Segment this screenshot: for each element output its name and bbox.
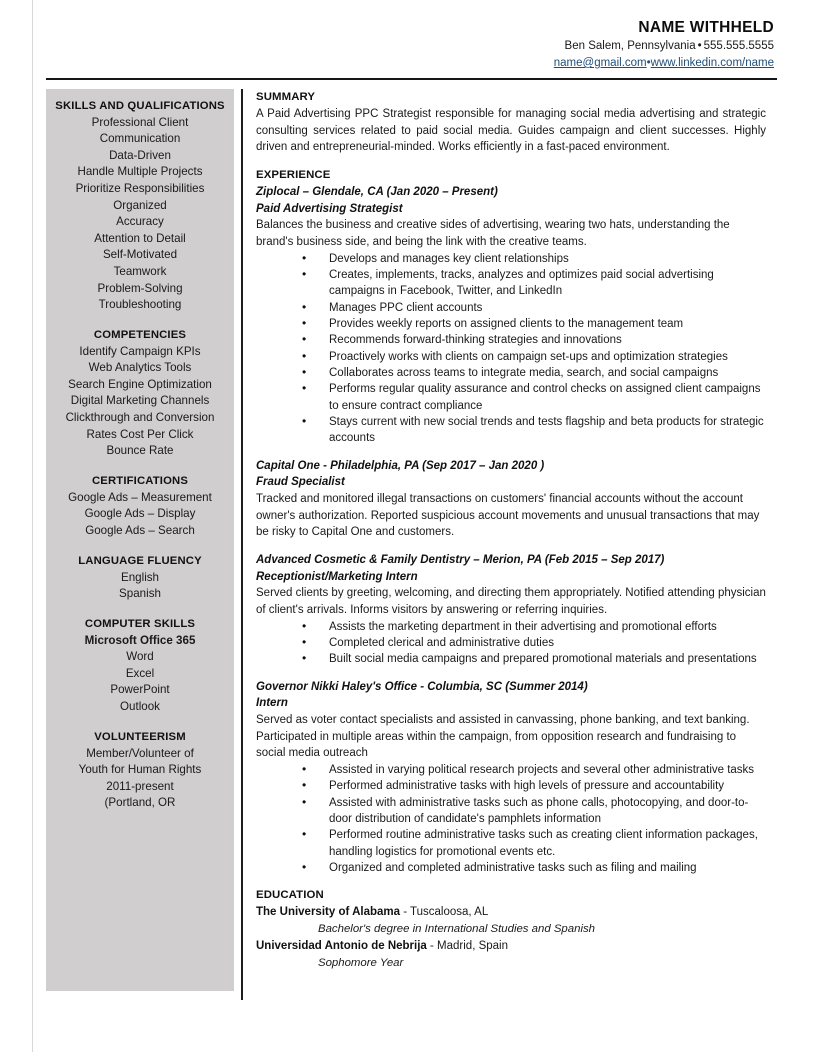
job-bullet: • Built social media campaigns and prepared promotional materials and presentations bbox=[302, 651, 766, 667]
sidebar-item: Outlook bbox=[120, 700, 160, 714]
resume-header bbox=[33, 0, 780, 72]
email-link[interactable]: name@gmail.com bbox=[553, 57, 647, 70]
job-bullet: • Provides weekly reports on assigned clients to the management team bbox=[302, 316, 766, 332]
education-entry bbox=[256, 938, 766, 955]
bullet-separator-icon-2: • bbox=[646, 57, 651, 70]
education-degree: Sophomore Year bbox=[318, 956, 404, 969]
sidebar-item: (Portland, OR bbox=[104, 796, 176, 810]
sidebar-item: Communication bbox=[99, 132, 181, 146]
education-school: Universidad Antonio de Nebrija bbox=[256, 939, 427, 952]
sidebar-heading-competencies: COMPETENCIES bbox=[93, 328, 187, 341]
education-location: - Madrid, Spain bbox=[426, 939, 509, 952]
sidebar-item: Professional Client bbox=[91, 115, 189, 129]
sidebar-item: Spanish bbox=[119, 587, 161, 601]
header-divider-rule bbox=[46, 78, 777, 80]
job-bullet: • Performs regular quality assurance and control checks on assigned client campaigns to ensure contract compliance bbox=[302, 381, 766, 414]
sidebar-spacer bbox=[52, 716, 228, 729]
section-heading-summary: SUMMARY bbox=[256, 90, 316, 103]
job-bullet: • Manages PPC client accounts bbox=[302, 300, 766, 316]
sidebar-item: Youth for Human Rights bbox=[78, 763, 202, 777]
job-bullet: • Assists the marketing department in their advertising and promotional efforts bbox=[302, 619, 766, 635]
sidebar-item: Attention to Detail bbox=[94, 231, 186, 245]
education-school: The University of Alabama bbox=[256, 906, 401, 919]
column-divider bbox=[241, 89, 243, 1000]
sidebar-item: Organized bbox=[113, 198, 167, 212]
job-bullet: • Collaborates across teams to integrate media, search, and social campaigns bbox=[302, 365, 766, 381]
contact-phone: 555.555.5555 bbox=[703, 40, 774, 53]
sidebar-heading-certifications: CERTIFICATIONS bbox=[91, 474, 189, 487]
sidebar-item: 2011-present bbox=[106, 779, 174, 793]
sidebar-heading-language: LANGUAGE FLUENCY bbox=[78, 554, 202, 567]
contact-location: Ben Salem, Pennsylvania bbox=[564, 40, 696, 53]
page-title: NAME WITHHELD bbox=[638, 19, 774, 36]
job-title: Receptionist/Marketing Intern bbox=[256, 570, 418, 583]
sidebar-item: Teamwork bbox=[113, 264, 167, 278]
summary-text: A Paid Advertising PPC Strategist responsible for managing social media advertising and strategic consulting services related to paid social media. Guides campaign and client successes. Highly driven and entrepreneurial-minded. Works efficiently in a fast-paced environment. bbox=[256, 107, 766, 154]
spacer bbox=[256, 876, 766, 887]
sidebar-item: Clickthrough and Conversion bbox=[65, 411, 215, 425]
job-organization: Advanced Cosmetic & Family Dentistry – Merion, PA (Feb 2015 – Sep 2017) bbox=[256, 553, 665, 566]
education-location: - Tuscaloosa, AL bbox=[400, 906, 489, 919]
job-bullet: • Organized and completed administrative tasks such as filing and mailing bbox=[302, 860, 766, 876]
sidebar-subheading-office: Microsoft Office 365 bbox=[84, 633, 196, 647]
sidebar-item: Member/Volunteer of bbox=[86, 746, 194, 760]
sidebar-item: Bounce Rate bbox=[106, 444, 174, 458]
education-degree: Bachelor's degree in International Studies and Spanish bbox=[318, 923, 596, 936]
sidebar-item: English bbox=[120, 570, 160, 584]
sidebar-item: Word bbox=[126, 650, 154, 664]
sidebar-item: PowerPoint bbox=[110, 683, 170, 697]
sidebar-heading-computer-skills: COMPUTER SKILLS bbox=[84, 617, 196, 630]
sidebar-item: Troubleshooting bbox=[98, 298, 182, 312]
sidebar bbox=[46, 89, 234, 991]
contact-links-line bbox=[33, 55, 774, 72]
job-organization: Capital One - Philadelphia, PA (Sep 2017 – Jan 2020 ) bbox=[256, 459, 545, 472]
section-heading-experience: EXPERIENCE bbox=[256, 168, 331, 181]
sidebar-item: Excel bbox=[125, 666, 155, 680]
job-bullet-list bbox=[256, 762, 766, 876]
resume-body bbox=[33, 89, 780, 994]
sidebar-item: Digital Marketing Channels bbox=[70, 394, 210, 408]
job-title: Fraud Specialist bbox=[256, 476, 345, 489]
spacer bbox=[256, 156, 766, 167]
sidebar-heading-skills: SKILLS AND QUALIFICATIONS bbox=[55, 99, 225, 112]
sidebar-item: Problem-Solving bbox=[97, 281, 183, 295]
job-organization: Ziplocal – Glendale, CA (Jan 2020 – Present) bbox=[256, 185, 498, 198]
sidebar-item: Google Ads – Search bbox=[85, 523, 195, 537]
spacer bbox=[256, 447, 766, 458]
contact-line bbox=[33, 38, 774, 55]
job-bullet: • Recommends forward-thinking strategies and innovations bbox=[302, 332, 766, 348]
sidebar-heading-volunteerism: VOLUNTEERISM bbox=[94, 730, 186, 743]
job-intro: Tracked and monitored illegal transactions on customers' financial accounts without the account owner's authorization. Reported suspicious account movements and unusual transactions that may be risky to Capital One and customers. bbox=[256, 492, 760, 539]
job-intro: Balances the business and creative sides of advertising, wearing two hats, understanding the brand's business side, and being the link with the creative teams. bbox=[256, 219, 730, 248]
bullet-separator-icon: • bbox=[697, 40, 702, 53]
spacer bbox=[256, 541, 766, 552]
sidebar-spacer bbox=[52, 540, 228, 553]
education-entry bbox=[256, 904, 766, 921]
job-organization: Governor Nikki Haley's Office - Columbia, SC (Summer 2014) bbox=[256, 680, 588, 693]
sidebar-item: Accuracy bbox=[116, 215, 164, 229]
section-heading-education: EDUCATION bbox=[256, 889, 324, 902]
sidebar-item: Handle Multiple Projects bbox=[77, 165, 203, 179]
sidebar-item: Google Ads – Measurement bbox=[68, 490, 212, 504]
sidebar-spacer bbox=[52, 460, 228, 473]
main-content bbox=[256, 89, 766, 972]
job-bullet: • Assisted with administrative tasks such as phone calls, photocopying, and door-to-door distribution of candidate's pamphlets information bbox=[302, 795, 766, 828]
sidebar-item: Identify Campaign KPIs bbox=[79, 344, 201, 358]
job-title: Intern bbox=[256, 697, 288, 710]
linkedin-link[interactable]: www.linkedin.com/name bbox=[650, 57, 774, 70]
sidebar-item: Rates Cost Per Click bbox=[86, 427, 194, 441]
job-bullet: • Develops and manages key client relationships bbox=[302, 251, 766, 267]
sidebar-item: Prioritize Responsibilities bbox=[75, 182, 205, 196]
sidebar-item: Self-Motivated bbox=[102, 248, 178, 262]
sidebar-item: Search Engine Optimization bbox=[68, 377, 212, 391]
sidebar-item: Data-Driven bbox=[109, 148, 171, 162]
sidebar-item: Web Analytics Tools bbox=[88, 361, 192, 375]
job-intro: Served as voter contact specialists and assisted in canvassing, phone banking, and text banking. Participated in multiple areas within the campaign, from opposition research and fundraising to social media outreach bbox=[256, 713, 750, 760]
job-bullet-list bbox=[256, 619, 766, 668]
job-bullet: • Performed administrative tasks with high levels of pressure and accountability bbox=[302, 778, 766, 794]
sidebar-spacer bbox=[52, 603, 228, 616]
job-bullet: • Performed routine administrative tasks such as creating client information packages, handling logistics for promotional events etc. bbox=[302, 827, 766, 860]
sidebar-item: Google Ads – Display bbox=[84, 507, 196, 521]
job-bullet: • Proactively works with clients on campaign set-ups and optimization strategies bbox=[302, 349, 766, 365]
job-intro: Served clients by greeting, welcoming, and directing them appropriately. Notified attending physician of client's arrivals. Informs visitors by answering or referring inquiries. bbox=[256, 587, 766, 616]
spacer bbox=[256, 668, 766, 679]
job-title: Paid Advertising Strategist bbox=[256, 202, 403, 215]
job-bullet: • Completed clerical and administrative duties bbox=[302, 635, 766, 651]
job-bullet: • Assisted in varying political research projects and several other administrative tasks bbox=[302, 762, 766, 778]
sidebar-spacer bbox=[52, 314, 228, 327]
job-bullet: • Stays current with new social trends and tests flagship and beta products for strategic accounts bbox=[302, 414, 766, 447]
job-bullet-list bbox=[256, 251, 766, 447]
job-bullet: • Creates, implements, tracks, analyzes and optimizes paid social advertising campaigns in Facebook, Twitter, and LinkedIn bbox=[302, 267, 766, 300]
resume-page bbox=[32, 0, 780, 1052]
